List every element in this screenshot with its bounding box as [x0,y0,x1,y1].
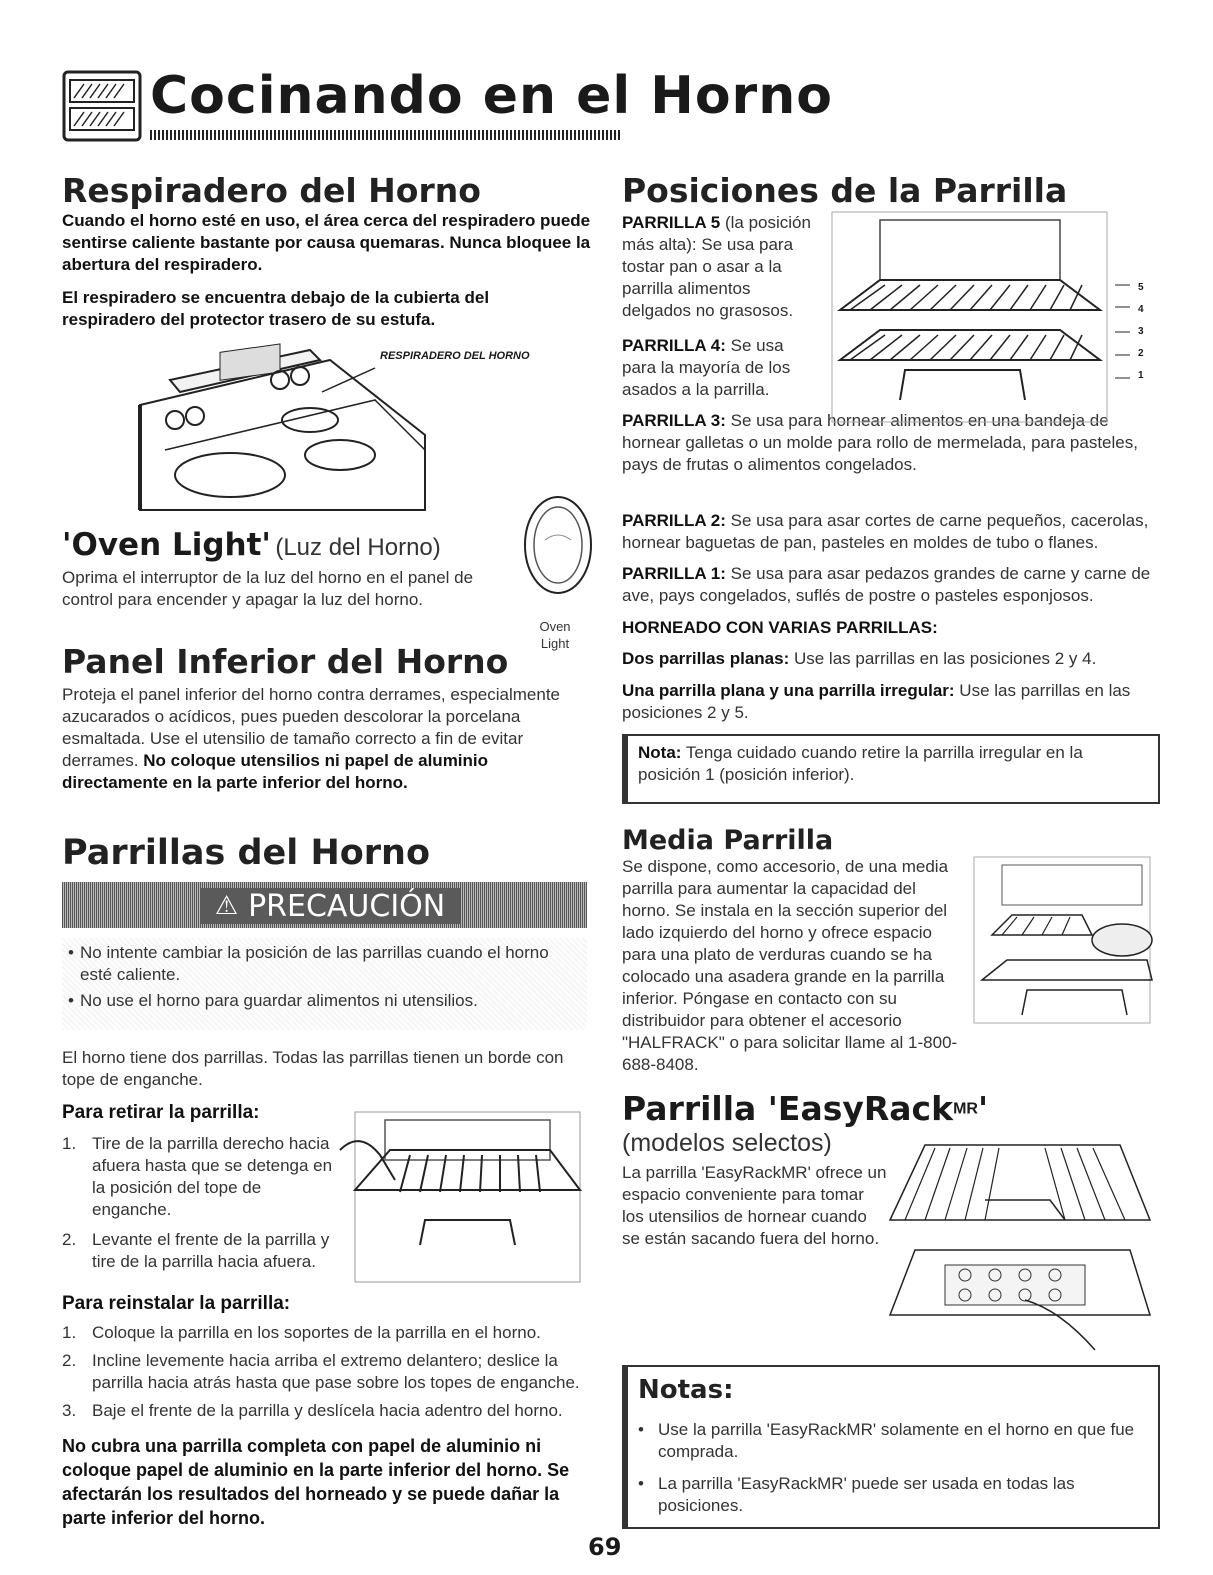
bottom-panel-body: Proteja el panel inferior del horno contra derrames, especialmente azucarados o acídicos, pues pueden descolorar la porcelana esmaltada. Use el utensilio de tamaño correcto a fin de evitar derrames. [62,685,560,770]
rack5-label: PARRILLA 5 [622,213,721,232]
warning-triangle-icon: ⚠ [214,891,239,921]
remove-step: 2. Levante el frente de la parrilla y tire de la parrilla hacia afuera. [62,1230,330,1271]
stove-illustration [130,340,440,515]
page-number: 69 [588,1533,622,1561]
oven-icon [62,70,142,142]
rack-number: 3 [1138,326,1144,337]
rack4-text: PARRILLA 4: Se usa para la mayoría de los asados a la parrilla. [622,336,791,399]
rack2-text: PARRILLA 2: Se usa para asar cortes de carne pequeños, cacerolas, hornear baguetas de pan, pasteles en moldes de tubo o flanes. [622,511,1149,552]
easyrack-text: La parrilla 'EasyRackMR' ofrece un espacio conveniente para tomar los utensilios de hornear cuando se están sacando fuera del horno. [622,1163,887,1248]
easyrack-title-sup: MR [953,1100,978,1118]
oven-light-subtitle: (Luz del Horno) [275,534,441,561]
rack-number: 5 [1138,282,1144,293]
rack1-label: PARRILLA 1: [622,564,726,583]
oven-light-caption: Oven Light [539,619,571,651]
oven-light-text: Oprima el interruptor de la luz del horno en el panel de control para encender y apagar la luz del horno. [62,568,474,609]
positions-title: Posiciones de la Parrilla [622,171,1068,210]
note-box [622,734,1160,804]
note-label: Nota: [638,743,682,762]
page-title: Cocinando en el Horno [150,66,833,126]
reinstall-step: 1. Coloque la parrilla en los soportes de la parrilla en el horno. [62,1323,541,1342]
racks-title: Parrillas del Horno [62,833,431,873]
remove-steps [62,1133,342,1273]
vent-warning: Cuando el horno esté en uso, el área cerca del respiradero puede sentirse caliente bastante por causa quemaras. Nunca bloquee la abertura del respiradero. [62,211,591,274]
rack1-text: PARRILLA 1: Se usa para asar pedazos grandes de carne y carne de ave, pays congelados, suflés de postre o pasteles esponjosos. [622,564,1151,605]
remove-heading: Para retirar la parrilla: [62,1102,260,1123]
reinstall-heading: Para reinstalar la parrilla: [62,1293,291,1314]
notes-box [622,1365,1160,1529]
caution-banner-core [200,888,460,924]
flat-racks-text: Dos parrillas planas: Use las parrillas en las posiciones 2 y 4. [622,649,1097,668]
rack3-text: PARRILLA 3: Se usa para hornear alimentos en una bandeja de hornear galletas o un molde para rollo de mermelada, para pasteles, pays de frutas o alimentos congelados. [622,411,1138,474]
easyrack-title: Parrilla 'EasyRack [622,1089,954,1128]
caution-item: • No use el horno para guardar alimentos ni utensilios. [68,991,478,1010]
reinstall-step: 3. Baje el frente de la parrilla y deslícela hacia adentro del horno. [62,1401,563,1420]
easyrack-subtitle: (modelos selectos) [622,1129,832,1157]
flat-racks-label: Dos parrillas planas: [622,649,790,668]
rack-number: 2 [1138,348,1144,359]
easyrack-heading: Parrilla 'EasyRack$^{MR}$' [622,1089,989,1128]
rack-positions-diagram [830,210,1160,425]
bottom-panel-warning: No coloque utensilios ni papel de aluminio directamente en la parte inferior del horno. [62,751,489,792]
rack5-text: PARRILLA 5 (la posición más alta): Se usa para tostar pan o asar a la parrilla alimentos delgados no grasosos. [622,213,811,320]
reinstall-step: 2. Incline levemente hacia arriba el extremo delantero; deslice la parrilla hacia atrás hasta que pase sobre los topes de enganche. [62,1351,580,1392]
rack-removal-illustration [340,1110,585,1285]
multi-rack-heading: HORNEADO CON VARIAS PARRILLAS: [622,618,938,637]
note-item: • La parrilla 'EasyRackMR' puede ser usada en todas las posiciones. [638,1474,1075,1515]
header-oven-icon [62,70,142,142]
reinstall-steps [62,1322,592,1422]
remove-step: 1. Tire de la parrilla derecho hacia afuera hasta que se detenga en la posición del tope de enganche. [62,1134,333,1219]
half-rack-title: Media Parrilla [622,825,834,856]
half-rack-text: Se dispone, como accesorio, de una media parrilla para aumentar la capacidad del horno. Se instala en la sección superior del lado izquierdo del horno y ofrece espacio para una plato de verduras cuando se ha colocado una asadera grande en la parrilla inferior. Póngase en contacto con su distribuidor para obtener el accesorio "HALFRACK" o para solicitar llame al 1-800-688-8408. [622,857,958,1074]
oven-light-title: 'Oven Light' [62,527,271,563]
oven-light-heading [62,527,441,563]
caution-item: • No intente cambiar la posición de las parrillas cuando el horno esté caliente. [68,943,549,984]
easyrack-illustration [885,1140,1155,1360]
title-rule [150,130,622,140]
racks-final-warning: No cubra una parrilla completa con papel de aluminio ni coloque papel de aluminio en la parte inferior del horno. Se afectarán los resultados del horneado y se puede dañar la parte inferior del horno. [62,1436,570,1528]
rack-number-labels [1138,277,1158,387]
caution-label: PRECAUCIÓN [248,888,446,924]
caution-list [62,938,587,1030]
rack3-label: PARRILLA 3: [622,411,726,430]
irregular-rack-text: Una parrilla plana y una parrilla irregular: Use las parrillas en las posiciones 2 y 5. [622,681,1131,722]
vent-title: Respiradero del Horno [62,171,481,210]
vent-callout: RESPIRADERO DEL HORNO [380,350,530,362]
rack-number: 1 [1138,370,1144,381]
irregular-rack-label: Una parrilla plana y una parrilla irregular: [622,681,955,700]
rack2-label: PARRILLA 2: [622,511,726,530]
note-item: • Use la parrilla 'EasyRackMR' solamente en el horno en que fue comprada. [638,1420,1135,1461]
rack4-label: PARRILLA 4: [622,336,726,355]
half-rack-illustration [972,855,1152,1025]
notes-heading: Notas: [638,1375,734,1405]
bottom-panel-title: Panel Inferior del Horno [62,642,509,681]
vent-location: El respiradero se encuentra debajo de la cubierta del respiradero del protector trasero de su estufa. [62,288,490,329]
note-text: Tenga cuidado cuando retire la parrilla irregular en la posición 1 (posición inferior). [638,743,1083,784]
bottom-panel-text [62,684,582,794]
oven-light-switch-icon [523,495,593,595]
racks-intro: El horno tiene dos parrillas. Todas las parrillas tienen un borde con tope de enganche. [62,1048,564,1089]
rack-number: 4 [1138,304,1144,315]
